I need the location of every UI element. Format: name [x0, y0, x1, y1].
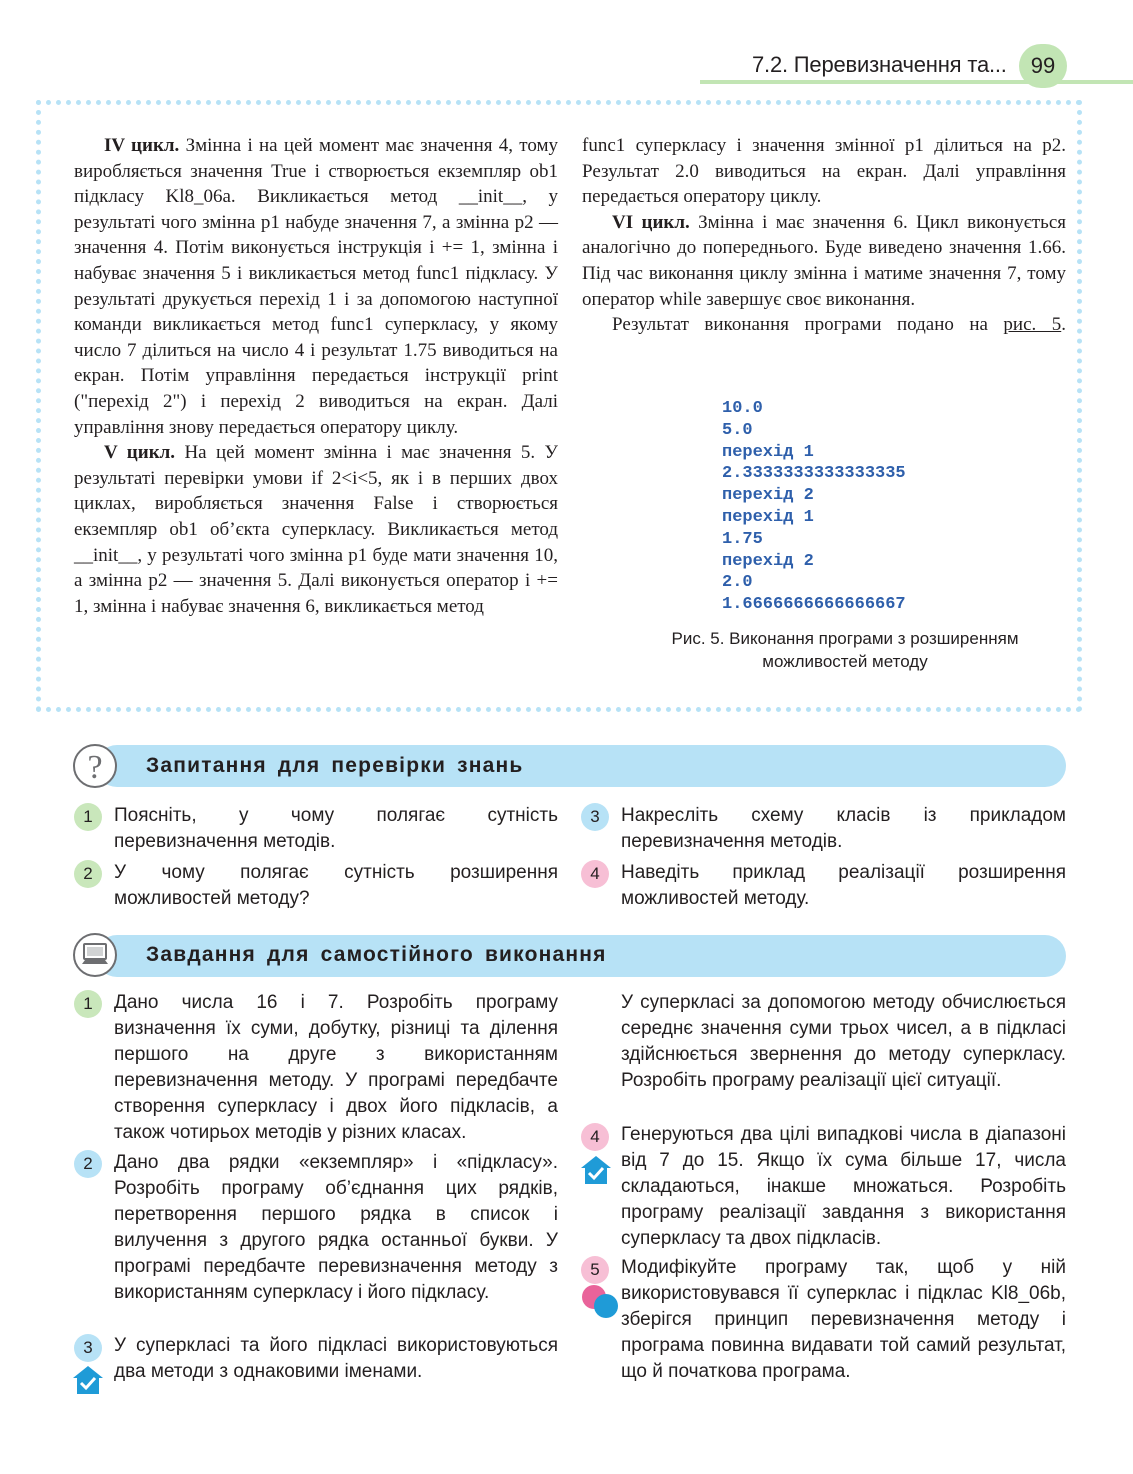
- paragraph-cycle-6: [582, 210, 1066, 312]
- question-number: 4: [581, 860, 609, 888]
- page-number: 99: [1019, 44, 1067, 88]
- question-text: Накресліть схему класів із прикладом перевизначення методів.: [621, 805, 1066, 852]
- question-text: Наведіть приклад реалізації розширення можливостей методу.: [621, 862, 1066, 909]
- paragraph-text: На цей момент змінна і має значення 5. У результаті перевірки умови if 2<i<5, як і в перших двох циклах, виробляється значення False і створюється екземпляр ob1 об’єкта суперкласу. Викликається метод __init__, у результаті чого змінна p1 буде мати значення 10, а змінна p2 — значення 5. Далі виконується оператор i += 1, змінна і набуває значення 6, викликається метод: [74, 442, 559, 617]
- question-number: 2: [74, 860, 102, 888]
- cycle-heading: V цикл.: [104, 442, 176, 464]
- question-number: 1: [74, 803, 102, 831]
- question-text: Поясніть, у чому полягає сутність перевизначення методів.: [114, 805, 558, 852]
- paragraph-cycle-5: [74, 440, 558, 619]
- figure-link[interactable]: рис. 5: [1003, 314, 1062, 336]
- paragraph-cycle-4: [74, 133, 558, 440]
- code-line: 10.0: [722, 399, 763, 418]
- result-end: .: [1061, 314, 1066, 336]
- header-rule: [700, 80, 1133, 84]
- code-line: 5.0: [722, 420, 753, 440]
- right-column: [582, 133, 1066, 338]
- task-text: Модифікуйте програму так, щоб у ній використовувався її суперклас і підклас Kl8_06b, зберігся принцип перевизначення методу і програма повинна видавати той самий результат, що й початкова програма.: [621, 1257, 1066, 1382]
- paragraph-continuation: func1 суперкласу і значення змінної p1 ділиться на p2. Результат 2.0 виводиться на екран. Далі управління передається оператору циклу.: [582, 135, 1066, 208]
- task-number: 4: [581, 1123, 609, 1151]
- computer-icon: [73, 933, 117, 977]
- code-line: 2.3333333333333335: [722, 464, 906, 484]
- figure-caption: [600, 627, 1090, 673]
- question-number: 3: [581, 803, 609, 831]
- cycle-heading: IV цикл.: [104, 135, 180, 156]
- task-text: Генеруються два цілі випадкові числа в діапазоні від 7 до 15. Якщо їх сума більше 17, числа складаються, інакше множаться. Розробіть програму реалізації завдання з використання суперкласу та двох підкласів.: [621, 1124, 1066, 1249]
- task-text: Дано числа 16 і 7. Розробіть програму визначення їх суми, добутку, різниці та ділення першого на друге з використанням перевизначення методу. У програмі передбачте створення суперкласу і двох його підкласів, а також чотирьох методів у різних класах.: [114, 992, 558, 1143]
- left-column: [74, 133, 558, 619]
- code-line: перехід 2: [722, 486, 814, 506]
- group-work-icon: [580, 1284, 622, 1320]
- home-task-icon: [72, 1364, 104, 1396]
- task-text: У суперкласі за допомогою методу обчислюється середнє значення суми трьох чисел, а в підкласі здійснюється звернення до методу суперкласу. Розробіть програму реалізації цієї ситуації.: [621, 992, 1066, 1091]
- code-line: перехід 1: [722, 442, 814, 462]
- task-number: 1: [74, 990, 102, 1018]
- svg-text:?: ?: [87, 749, 103, 783]
- task-text: У суперкласі та його підкласі використовуються два методи з однаковими іменами.: [114, 1335, 558, 1382]
- task-text: Дано два рядки «екземпляр» і «підкласу». Розробіть програму об’єднання цих рядків, перетворення першого рядка в список і вилучення з другого рядка останньої букви. У програмі передбачте перевизначення методу з використанням суперкласу і його підкласу.: [114, 1152, 558, 1303]
- caption-line: Рис. 5. Виконання програми з розширенням: [671, 629, 1019, 648]
- result-text: Результат виконання програми подано на: [612, 314, 1004, 336]
- task-number: 5: [581, 1256, 609, 1284]
- caption-line: можливостей методу: [762, 652, 928, 671]
- code-output: [722, 398, 942, 616]
- paragraph-text: Змінна і на цей момент має значення 4, тому виробляється значення True і створюється екземпляр ob1 підкласу Kl8_06a. Викликається метод __init__, у результаті чого змінна p1 набуде значення 7, а змінна p2 — значення 4. Потім виконується інструкція i += 1, змінна і набуває значення 5 і викликається метод func1 підкласу. У результаті друкується перехід 1 і за допомогою наступної команди викликається метод func1 суперкласу, у якому число 7 ділиться на число 4 і результат 1.75 виводиться на екран. Потім управління передається інструкції print ("перехід 2") і перехід 2 виводиться на екран. Далі управління знову передається оператору циклу.: [74, 135, 558, 438]
- running-header: 7.2. Перевизначення та...: [752, 52, 1007, 77]
- cycle-heading: VI цикл.: [612, 211, 690, 233]
- code-line: перехід 1: [722, 507, 814, 527]
- code-line: 1.6666666666666667: [722, 595, 906, 615]
- home-task-icon: [580, 1154, 612, 1186]
- paragraph-result: [582, 312, 1066, 338]
- question-text: У чому полягає сутність розширення можливостей методу?: [114, 862, 558, 909]
- task-number: 2: [74, 1150, 102, 1178]
- task-number: 3: [74, 1334, 102, 1362]
- tasks-title: Завдання для самостійного виконання: [146, 943, 607, 966]
- code-line: перехід 2: [722, 551, 814, 571]
- questions-title: Запитання для перевірки знань: [146, 754, 524, 777]
- code-line: 1.75: [722, 529, 763, 549]
- paragraph-text: Змінна і має значення 6. Цикл виконується аналогічно до попереднього. Буде виведено значення 1.66. Під час виконання циклу змінна і матиме значення 7, тому оператор while завершує своє виконання.: [582, 211, 1066, 310]
- question-mark-icon: [73, 744, 117, 788]
- code-line: 2.0: [722, 573, 753, 593]
